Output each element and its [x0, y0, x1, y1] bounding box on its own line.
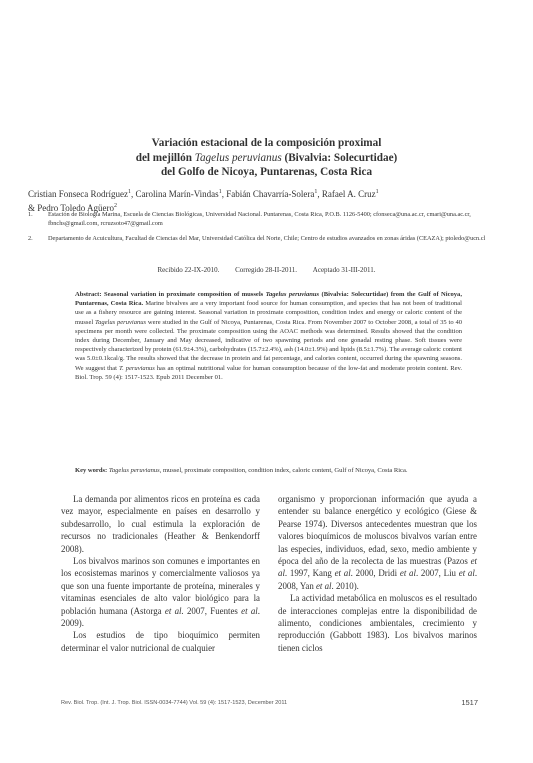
body-column-right [278, 493, 477, 654]
etal: et al [334, 568, 351, 579]
body-paragraph [278, 493, 477, 592]
keywords-text: , mussel, proximate composition, condition index, caloric content, Gulf of Nicoya, Costa Rica. [159, 467, 408, 474]
body-column-left [61, 493, 260, 654]
keywords-species: Tagelus peruvianus [107, 467, 160, 474]
keywords-label: Key words: [75, 467, 108, 474]
article-title [0, 136, 533, 180]
keywords [75, 466, 462, 475]
author-5: Pedro Toledo Agüero [37, 203, 114, 213]
title-line-1: Variación estacional de la composición proximal [151, 137, 382, 149]
date-corrected: Corregido 28-II-2011. [235, 266, 298, 274]
footer-citation: Rev. Biol. Trop. (Int. J. Trop. Biol. ISSN-0034-7744) Vol. 59 (4): 1517-1523, December 2011 [61, 700, 288, 706]
body-text: organismo y proporcionan información que ayuda a entender su balance energético y ecológico (Giese & Pearse 1974). Diversos antecedentes muestran que los valores bioquímicos de moluscos bivalvos varían entre las especies, individuos, edad, sexo, medio ambiente y época del año de la recolecta de las muestras (Pazos [278, 494, 477, 567]
title-species: Tagelus peruvianus [194, 151, 282, 164]
abstract-title-b: (Bivalvia: Solecurtidae) from the Gulf of Nicoya, Puntarenas, Costa Rica. [75, 291, 462, 308]
etal: et al [315, 580, 332, 591]
abstract-title-a: Seasonal variation in proximate composition of mussels [101, 291, 266, 298]
author-4-affil: 1 [375, 189, 379, 195]
etal: et al [241, 605, 258, 616]
author-3: Fabián Chavarría-Solera [226, 189, 315, 199]
body-text: . 2009). [61, 605, 260, 629]
title-line-3: del Golfo de Nicoya, Puntarenas, Costa Rica [160, 166, 373, 178]
title-line-2-pre: del mejillón [135, 151, 195, 164]
etal: et al. [164, 605, 184, 616]
body-text: . 2010). [331, 580, 359, 591]
author-list [28, 186, 508, 214]
body-text: Los bivalvos marinos son comunes e importantes en los ecosistemas marinos y comercialmente valiosos ya que son una fuente importante de proteína, minerales y vitaminas esenciales de alto valor biológico para la población humana (Astorga [61, 556, 260, 616]
body-text: 2007, Fuentes [183, 605, 242, 616]
affiliation-1 [28, 211, 508, 229]
abstract-species-2: Tagelus peruvianus [95, 318, 147, 326]
author-sep-3: , [317, 189, 322, 199]
author-3-affil: 1 [314, 189, 318, 195]
affiliation-1-text: Estación de Biología Marina, Escuela de Ciencias Biológicas, Universidad Nacional. Puntarenas, Costa Rica, P.O.B. 1126-5400; cfonseca@una.ac.cr, cmari@una.ac.cr, fbnchs@gmail.com, rcruzsoto47@gmail.com [48, 211, 471, 227]
body-text: . 2007, Liu [415, 568, 459, 579]
author-4: Rafael A. Cruz [321, 189, 376, 199]
body-paragraph: Los estudios de tipo bioquímico permiten determinar el valor nutricional de cualquier [61, 630, 260, 653]
author-1-affil: 1 [127, 189, 131, 195]
etal: et al [458, 568, 475, 579]
body-text: . 2000, Dridi [350, 568, 400, 579]
author-sep-2: , [221, 189, 227, 199]
etal: et al [399, 568, 416, 579]
author-5-affil: 2 [113, 203, 117, 209]
history-dates [0, 266, 533, 274]
date-accepted: Aceptado 31-III-2011. [312, 266, 376, 274]
date-received: Recibido 22-IX-2010. [157, 266, 220, 274]
abstract [75, 290, 462, 382]
body-paragraph [61, 555, 260, 629]
affiliation-1-number: 1. [28, 211, 33, 218]
body-paragraph: La demanda por alimentos ricos en proteína es cada vez mayor, especialmente en países en desarrollo y subdesarrollo, lo cual estimula la exploración de recursos no tradicionales (Heather & Benkendorff 2008). [61, 494, 260, 554]
abstract-text-c: has an optimal nutritional value for human consumption because of the low-fat and moderate protein content. Rev. Biol. Trop. 59 (4): 1517-1523. Epub 2011 December 01. [75, 364, 462, 381]
affiliation-2 [28, 235, 508, 244]
author-2: Carolina Marín-Vindas [135, 189, 219, 199]
affiliation-2-number: 2. [28, 235, 33, 242]
abstract-text-b: were studied in the Gulf of Nicoya, Puntarenas, Costa Rica. From November 2007 to October 2008, a total of 35 to 40 specimens per month were collected. The proximate composition using the AOAC methods was determined. Results showed that the condition index during December, January and May decreased, indicative of two spawning periods and one gonadal resting phase. Soft tissues were respectively characterized by protein (61.9±4.3%), carbohydrates (15.7±2.4%), ash (14.0±1.9%) and lipids (8.5±1.7%). The average caloric content was 5.0±0.1kcal/g. The results showed that the decrease in protein and fat percentage, and calories content, occurred during the spawning seasons. We suggest that [75, 318, 463, 372]
author-sep-1: , [130, 189, 136, 199]
title-line-2 [0, 151, 533, 166]
body-paragraph: La actividad metabólica en moluscos es el resultado de interacciones complejas entre la disponibilidad de alimento, condiciones ambientales, crecimiento y reproducción (Gabbott 1983). Los bivalvos marinos tienen ciclos [278, 593, 477, 653]
body-text: . 1997, Kang [284, 568, 335, 579]
affiliation-2-text: Departamento de Acuicultura, Facultad de Ciencias del Mar, Universidad Católica del Norte, Chile; Centro de estudios avanzados en zonas áridas (CEAZA); ptoledo@ucn.cl [48, 235, 486, 242]
title-line-2-post: (Bivalvia: Solecurtidae) [281, 151, 398, 164]
author-amp: & [28, 203, 38, 213]
abstract-species-3: T. peruvianus [118, 364, 155, 372]
author-2-affil: 1 [218, 189, 222, 195]
abstract-label: Abstract: [75, 291, 102, 298]
author-1: Cristian Fonseca Rodríguez [28, 189, 128, 199]
etal: et al [278, 556, 477, 579]
body-text: . 2008, Yan [278, 568, 478, 591]
abstract-title-species: Tagelus peruvianus [265, 291, 320, 298]
abstract-text-a: Marine bivalves are a very important food source for human consumption, and species that has not been of traditional use as a fishery resource are gaining interest. Seasonal variation in proximate composition, condition index and energy or caloric content of the mussel [75, 300, 462, 326]
page-number: 1517 [461, 698, 478, 707]
